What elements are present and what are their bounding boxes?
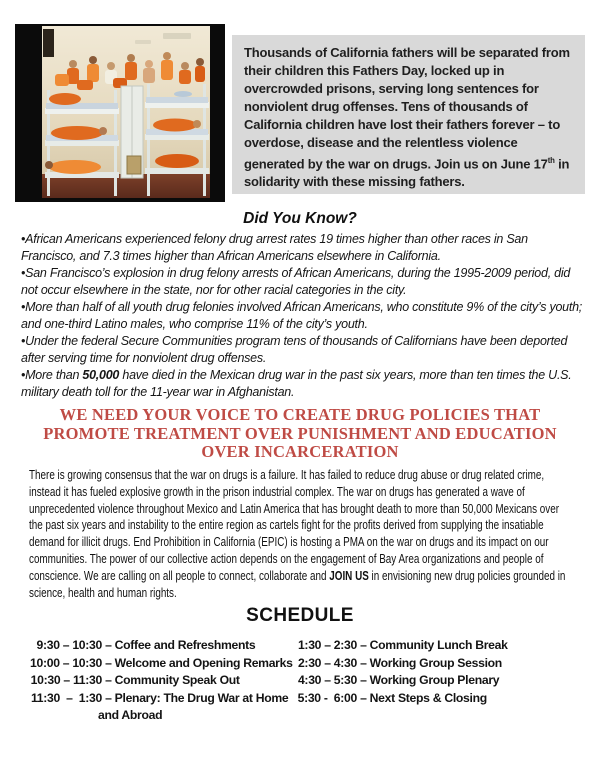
bullet-item: •San Francisco’s explosion in drug felony arrests of African Americans, during the 1995-2009 period, did not occur elsewhere in the state, nor for other racial categories in the city. — [21, 266, 571, 297]
schedule-label: Next Steps & Closing — [369, 690, 487, 705]
schedule-time: 4:30 – 5:30 — [297, 673, 357, 687]
schedule-separator: – — [357, 655, 370, 670]
schedule-row — [297, 637, 577, 655]
bullet-item: •More than half of all youth drug felonies involved African Americans, who constitute 9% of the city’s youth; and one-third Latino males, who comprise 11% of the city’s youth. — [21, 300, 583, 331]
schedule-label: Working Group Plenary — [369, 673, 500, 687]
schedule-row — [297, 655, 577, 673]
schedule-label: Plenary: The Drug War at Home — [114, 690, 289, 705]
schedule-row — [28, 637, 294, 655]
schedule-heading: SCHEDULE — [246, 605, 354, 626]
prison-photo — [15, 24, 225, 202]
intro-text: Thousands of California fathers will be separated from their children this Fathers Day, locked up in overcrowded prisons, serving long sentences for nonviolent drug offenses. Tens of thousands of California children have lost their fathers forever – to overdose, disease and the relentless violence generated by the war on drugs. Join us on June 17th in solidarity with these missing fathers. — [244, 45, 570, 190]
schedule-label: Welcome and Opening Remarks — [114, 655, 293, 670]
schedule-label: Working Group Session — [369, 655, 502, 670]
call-to-action-heading — [0, 406, 600, 462]
schedule-row — [28, 655, 294, 673]
schedule-time: 1:30 – 2:30 — [297, 638, 357, 652]
schedule-left-column — [28, 637, 294, 725]
schedule-separator: – — [102, 673, 115, 687]
schedule-label: Coffee and Refreshments — [114, 638, 256, 652]
schedule-separator: – — [102, 690, 115, 705]
did-you-know-heading: Did You Know? — [243, 210, 357, 227]
schedule-time: 2:30 – 4:30 — [297, 655, 357, 670]
schedule-row — [297, 672, 577, 690]
bullet-item: •Under the federal Secure Communities program tens of thousands of Californians have been deported after serving time for nonviolent drug offenses. — [21, 334, 568, 365]
bullet-item: •African Americans experienced felony drug arrest rates 19 times higher than other races in San Francisco, and 7.3 times higher than African Americans elsewhere in California. — [21, 232, 528, 263]
overcrowded-prison-image — [15, 24, 225, 202]
bullet-item: •More than 50,000 have died in the Mexican drug war in the past six years, more than ten times the U.S. military death toll for the 11-year war in Afghanistan. — [21, 368, 572, 399]
call-to-action-line: WE NEED YOUR VOICE TO CREATE DRUG POLICIES THAT — [59, 405, 541, 424]
call-to-action-line: OVER INCARCERATION — [201, 442, 399, 461]
schedule-separator: – — [357, 638, 370, 652]
schedule-time: 10:00 – 10:30 — [30, 655, 102, 670]
schedule-time: 11:30 – 1:30 — [30, 690, 102, 705]
schedule-separator: – — [102, 638, 115, 652]
schedule-right-column — [297, 637, 577, 707]
call-to-action-line: PROMOTE TREATMENT OVER PUNISHMENT AND EDUCATION — [43, 423, 557, 443]
schedule-row — [28, 672, 294, 690]
schedule-row — [28, 690, 294, 708]
body-paragraph: There is growing consensus that the war on drugs is a failure. It has failed to reduce drug abuse or drug related crime, instead it has fueled explosive growth in the prison industrial complex. The war on drugs has generated a wave of unprecedented violence throughout Mexico and Latin America that has brought death to more than 50,000 Mexicans over the past six years and instability to the entire region as cartels fight for the profits derived from supplying the insatiable demand for illicit drugs. End Prohibition in California (EPIC) is hosting a PMA on the war on drugs and its impact on our communities. The power of our collective action depends on the engagement of Bay Area organizations and people of conscience. We are calling on all people to connect, collaborate and JOIN US in envisioning new drug policies grounded in science, health and human rights. — [29, 467, 566, 600]
schedule-separator: – — [357, 690, 370, 705]
schedule-separator: – — [357, 673, 370, 687]
schedule-label-continued: and Abroad — [98, 708, 163, 722]
schedule-label: Community Speak Out — [114, 673, 240, 687]
intro-box — [232, 35, 585, 194]
schedule-time: 10:30 – 11:30 — [30, 673, 102, 687]
schedule-separator: – — [102, 655, 115, 670]
schedule-time: 5:30 - 6:00 — [297, 690, 357, 705]
did-you-know-list — [21, 231, 583, 401]
schedule-time: 9:30 – 10:30 — [36, 638, 102, 652]
schedule-label: Community Lunch Break — [369, 638, 508, 652]
schedule-row — [297, 690, 577, 708]
